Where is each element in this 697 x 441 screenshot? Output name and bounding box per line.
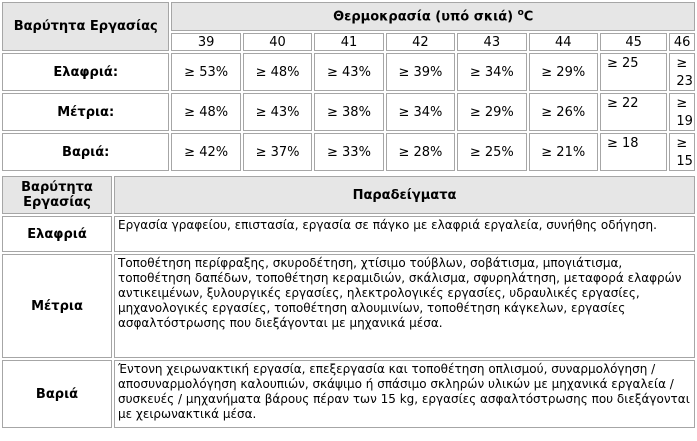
- cell-heavy-39: ≥ 42%: [171, 133, 240, 171]
- row-label-light: Ελαφριά:: [2, 53, 169, 91]
- cell-medium-40: ≥ 43%: [243, 93, 312, 131]
- example-text-heavy: Έντονη χειρωνακτική εργασία, επεξεργασία και τοποθέτηση οπλισμού, συναρμολόγηση / αποσυναρμολόγηση καλουπιών, σκάψιμο ή σπάσιμο σκληρών υλικών με μηχανικά εργαλεία / συσκευές / μηχανήματα βάρους πέραν των 15 kg, εργασίες ασφαλτόστρωσης που διεξάγονται με χειρωνακτικά μέσα.: [114, 360, 695, 428]
- example-text-light: Εργασία γραφείου, επιστασία, εργασία σε πάγκο με ελαφριά εργαλεία, συνήθης οδήγηση.: [114, 216, 695, 252]
- cell-heavy-44: ≥ 21%: [529, 133, 598, 171]
- example-row-light: [2, 216, 695, 252]
- cell-medium-43: ≥ 29%: [457, 93, 526, 131]
- examples-severity-header: Βαρύτητα Εργασίας: [2, 176, 112, 214]
- row-label-heavy: Βαριά:: [2, 133, 169, 171]
- examples-header: Παραδείγματα: [114, 176, 695, 214]
- cell-medium-44: ≥ 26%: [529, 93, 598, 131]
- row-heavy: [2, 133, 695, 171]
- row-light: [2, 53, 695, 91]
- temperature-header: [171, 2, 695, 31]
- degree-sign: o: [517, 8, 524, 19]
- example-text-medium: Τοποθέτηση περίφραξης, σκυροδέτηση, χτίσιμο τούβλων, σοβάτισμα, μπογιάτισμα, τοποθέτηση δαπέδων, τοποθέτηση κεραμιδιών, σκάλισμα, σφυρηλάτηση, μεταφορά ελαφρών αντικειμένων, ξυλουργικές εργασίες, ηλεκτρολογικές εργασίες, υδραυλικές εργασίες, μηχανολογικές εργασίες, τοποθέτηση αλουμινίων, τοποθέτηση κάγκελων, εργασίες ασφαλτόστρωσης που διεξάγονται με μηχανικά μέσα.: [114, 254, 695, 358]
- cell-light-44: ≥ 29%: [529, 53, 598, 91]
- temp-40: 40: [243, 33, 312, 51]
- cell-medium-42: ≥ 34%: [386, 93, 455, 131]
- cell-light-39: ≥ 53%: [171, 53, 240, 91]
- cell-heavy-46-sign: ≥: [676, 136, 688, 151]
- temp-39: 39: [171, 33, 240, 51]
- cell-medium-41: ≥ 38%: [314, 93, 383, 131]
- cell-medium-46: [669, 93, 695, 131]
- cell-medium-46-sign: ≥: [676, 96, 688, 111]
- example-label-medium: Μέτρια: [2, 254, 112, 358]
- cell-medium-46-value: 19: [676, 114, 693, 129]
- row-label-medium: Μέτρια:: [2, 93, 169, 131]
- cell-light-43: ≥ 34%: [457, 53, 526, 91]
- temp-45: 45: [600, 33, 667, 51]
- cell-heavy-42: ≥ 28%: [386, 133, 455, 171]
- temp-43: 43: [457, 33, 526, 51]
- example-row-medium: [2, 254, 695, 358]
- cell-light-41: ≥ 43%: [314, 53, 383, 91]
- example-label-light: Ελαφριά: [2, 216, 112, 252]
- cell-light-40: ≥ 48%: [243, 53, 312, 91]
- severity-header: Βαρύτητα Εργασίας: [2, 2, 169, 51]
- cell-medium-45-value: ≥ 22: [606, 96, 639, 111]
- cell-light-46-value: 23: [676, 74, 693, 89]
- temp-46: 46: [669, 33, 695, 51]
- cell-light-46: [669, 53, 695, 91]
- cell-light-42: ≥ 39%: [386, 53, 455, 91]
- row-medium: [2, 93, 695, 131]
- temperature-header-text: Θερμοκρασία (υπό σκιά): [333, 9, 514, 25]
- cell-medium-45: [600, 93, 667, 131]
- cell-heavy-45-value: ≥ 18: [606, 136, 639, 151]
- example-label-heavy: Βαριά: [2, 360, 112, 428]
- cell-light-45-value: ≥ 25: [606, 56, 639, 71]
- temp-44: 44: [529, 33, 598, 51]
- example-row-heavy: [2, 360, 695, 428]
- temp-42: 42: [386, 33, 455, 51]
- cell-heavy-46: [669, 133, 695, 171]
- celsius-unit: C: [523, 9, 534, 25]
- temperature-table: [0, 0, 697, 173]
- cell-heavy-45: [600, 133, 667, 171]
- cell-heavy-46-value: 15: [676, 154, 693, 169]
- cell-light-46-sign: ≥: [676, 56, 688, 71]
- cell-medium-39: ≥ 48%: [171, 93, 240, 131]
- cell-heavy-43: ≥ 25%: [457, 133, 526, 171]
- cell-heavy-40: ≥ 37%: [243, 133, 312, 171]
- cell-heavy-41: ≥ 33%: [314, 133, 383, 171]
- examples-table: [0, 174, 697, 430]
- cell-light-45: [600, 53, 667, 91]
- temp-41: 41: [314, 33, 383, 51]
